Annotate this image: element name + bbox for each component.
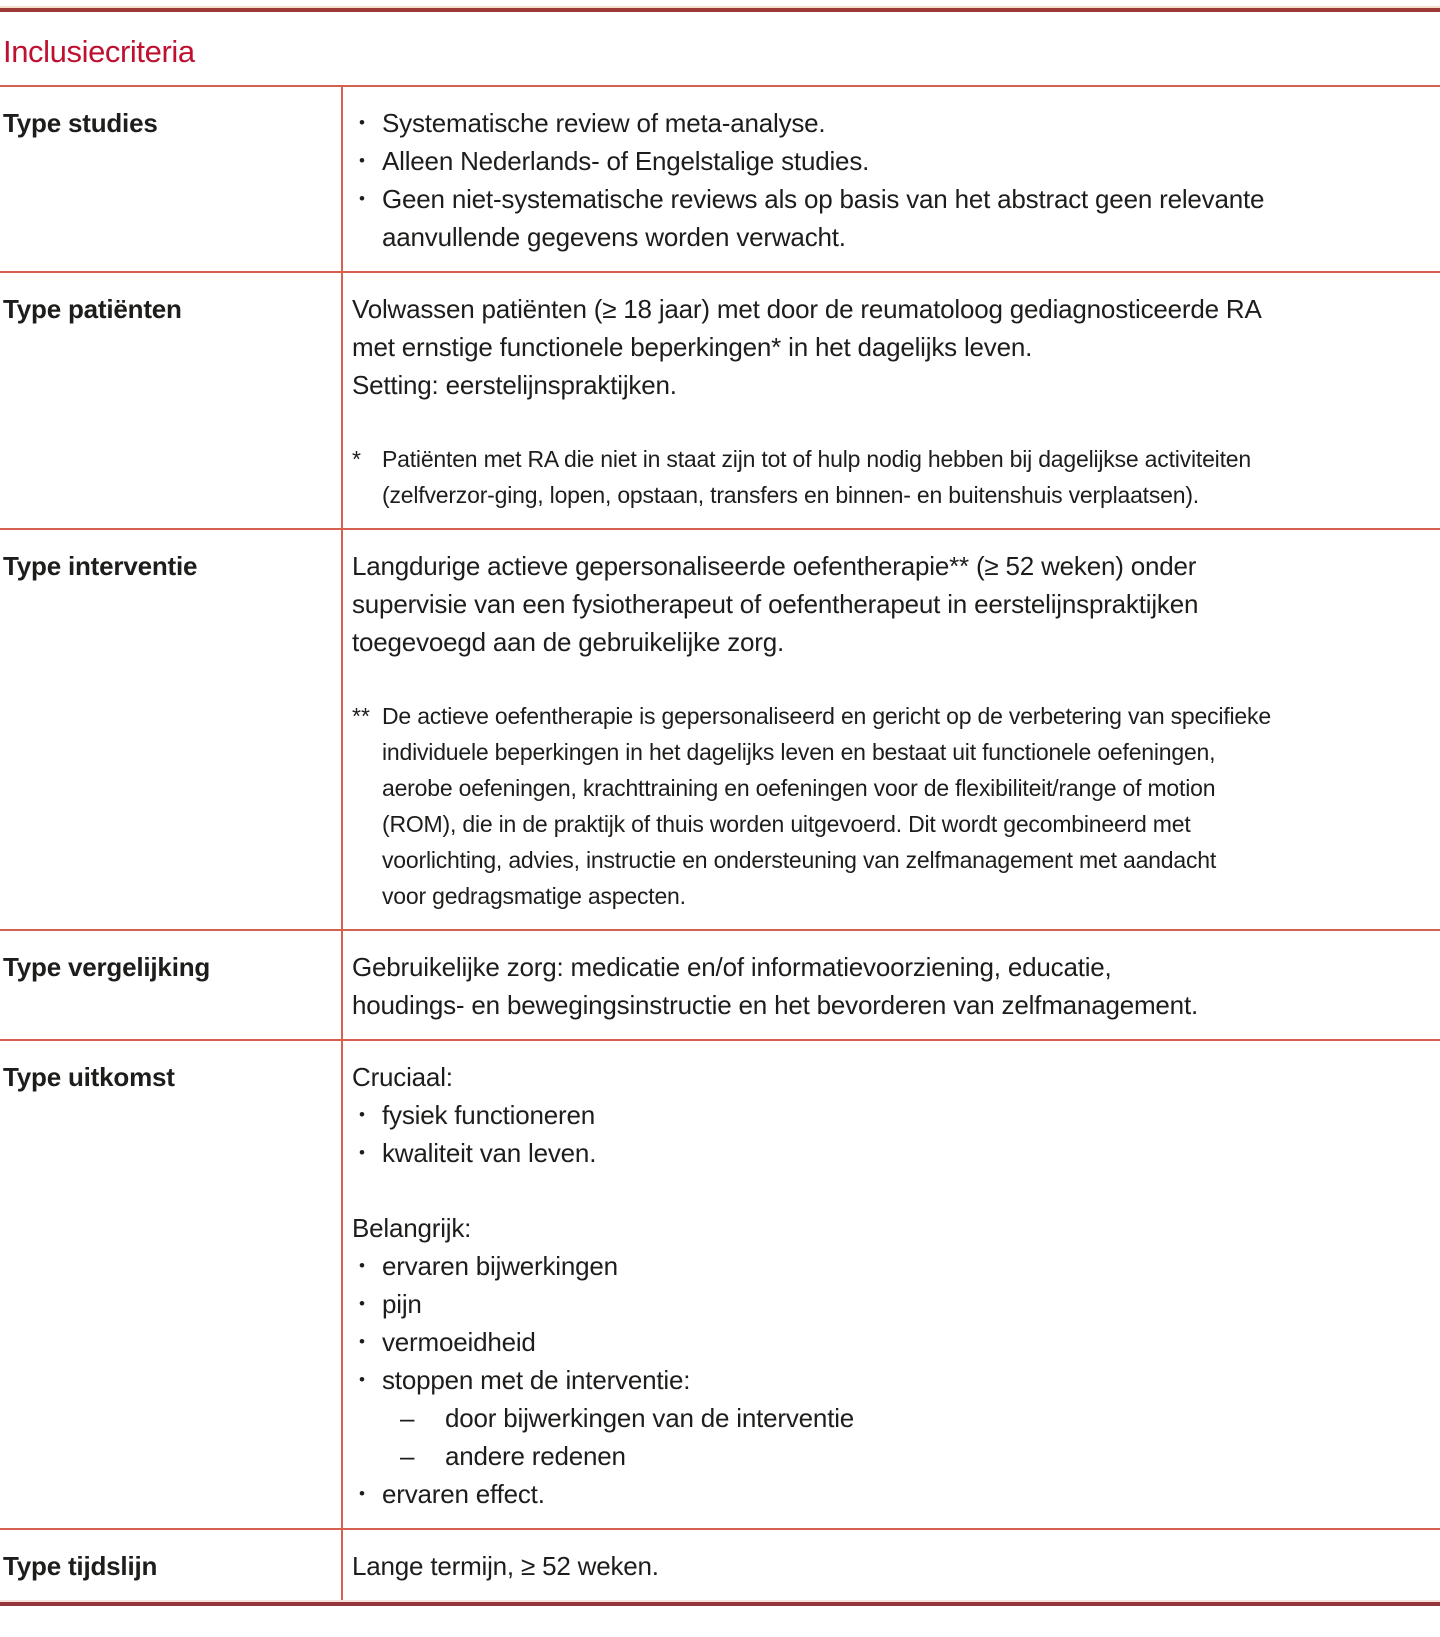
table-row-type-tijdslijn bbox=[0, 1528, 1440, 1600]
row-content bbox=[343, 931, 1440, 1039]
bullet-icon: • bbox=[359, 1256, 365, 1275]
table-row-type-pati-nten bbox=[0, 271, 1440, 528]
text-line: ervaren bijwerkingen bbox=[382, 1251, 618, 1281]
paragraph bbox=[352, 948, 1420, 1024]
text-line: Lange termijn, ≥ 52 weken. bbox=[352, 1551, 659, 1581]
list-item-text bbox=[382, 1134, 1420, 1172]
bullet-icon: • bbox=[359, 1105, 365, 1124]
text-line: (ROM), die in de praktijk of thuis worden uitgevoerd. Dit wordt gecombineerd met bbox=[382, 811, 1191, 837]
bullet-list-item bbox=[352, 1475, 1420, 1513]
text-line: Cruciaal: bbox=[352, 1062, 453, 1092]
list-item-text bbox=[382, 1361, 1420, 1399]
text-line: fysiek functioneren bbox=[382, 1100, 595, 1130]
table-title: Inclusiecriteria bbox=[3, 34, 195, 69]
text-line: Volwassen patiënten (≥ 18 jaar) met door de reumatoloog gediagnosticeerde RA bbox=[352, 294, 1262, 324]
bullet-list-item bbox=[352, 1134, 1420, 1172]
row-label: Type uitkomst bbox=[0, 1041, 343, 1528]
footnote-text bbox=[382, 698, 1420, 914]
bullet-icon: • bbox=[359, 1294, 365, 1313]
footnote-marker: * bbox=[352, 446, 361, 472]
dash-icon: – bbox=[400, 1441, 415, 1471]
paragraph bbox=[352, 1058, 1420, 1096]
text-line: Geen niet-systematische reviews als op basis van het abstract geen relevante bbox=[382, 184, 1265, 214]
footnote bbox=[352, 441, 1420, 513]
text-line: kwaliteit van leven. bbox=[382, 1138, 597, 1168]
text-line: De actieve oefentherapie is gepersonaliseerd en gericht op de verbetering van specifieke bbox=[382, 703, 1271, 729]
text-line: Belangrijk: bbox=[352, 1213, 472, 1243]
list-item-text bbox=[382, 104, 1420, 142]
dash-list-item bbox=[400, 1437, 1420, 1475]
text-line: voorlichting, advies, instructie en ondersteuning van zelfmanagement met aandacht bbox=[382, 847, 1217, 873]
blank-line bbox=[352, 1172, 1420, 1209]
row-label: Type patiënten bbox=[0, 273, 343, 528]
bullet-icon: • bbox=[359, 1332, 365, 1351]
text-line: aanvullende gegevens worden verwacht. bbox=[382, 222, 846, 252]
blank-line bbox=[352, 404, 1420, 441]
table-row-type-vergelijking bbox=[0, 929, 1440, 1039]
list-item-text bbox=[445, 1437, 1420, 1475]
bullet-icon: • bbox=[359, 1484, 365, 1503]
bullet-icon: • bbox=[359, 189, 365, 208]
text-line: pijn bbox=[382, 1289, 422, 1319]
bullet-list-item bbox=[352, 104, 1420, 142]
bullet-list-item bbox=[352, 1361, 1420, 1399]
text-line: (zelfverzor-ging, lopen, opstaan, transfers en binnen- en buitenshuis verplaatsen). bbox=[382, 482, 1199, 508]
text-line: vermoeidheid bbox=[382, 1327, 536, 1357]
list-item-text bbox=[445, 1399, 1420, 1437]
row-content bbox=[343, 1530, 1440, 1600]
bullet-list-item bbox=[352, 180, 1420, 256]
text-line: stoppen met de interventie: bbox=[382, 1365, 691, 1395]
list-item-text bbox=[382, 1285, 1420, 1323]
paragraph bbox=[352, 547, 1420, 661]
bullet-list-item bbox=[352, 1096, 1420, 1134]
row-label: Type vergelijking bbox=[0, 931, 343, 1039]
table-row-type-interventie bbox=[0, 528, 1440, 929]
blank-line bbox=[352, 661, 1420, 698]
text-line: Patiënten met RA die niet in staat zijn tot of hulp nodig hebben bij dagelijkse activiteiten bbox=[382, 446, 1251, 472]
text-line: met ernstige functionele beperkingen* in het dagelijks leven. bbox=[352, 332, 1033, 362]
list-item-text bbox=[382, 1475, 1420, 1513]
inclusion-criteria-page bbox=[0, 6, 1440, 1606]
list-item-text bbox=[382, 142, 1420, 180]
bullet-list-item bbox=[352, 142, 1420, 180]
bottom-rule bbox=[0, 1600, 1440, 1606]
paragraph bbox=[352, 1209, 1420, 1247]
bullet-icon: • bbox=[359, 151, 365, 170]
row-content bbox=[343, 273, 1440, 528]
text-line: voor gedragsmatige aspecten. bbox=[382, 883, 686, 909]
dash-list-item bbox=[400, 1399, 1420, 1437]
criteria-table bbox=[0, 85, 1440, 1600]
list-item-text bbox=[382, 1323, 1420, 1361]
bullet-icon: • bbox=[359, 113, 365, 132]
row-content bbox=[343, 87, 1440, 271]
row-label: Type tijdslijn bbox=[0, 1530, 343, 1600]
text-line: toegevoegd aan de gebruikelijke zorg. bbox=[352, 627, 785, 657]
table-row-type-uitkomst bbox=[0, 1039, 1440, 1528]
paragraph bbox=[352, 290, 1420, 404]
bullet-list-item bbox=[352, 1285, 1420, 1323]
text-line: ervaren effect. bbox=[382, 1479, 545, 1509]
footnote bbox=[352, 698, 1420, 914]
text-line: Setting: eerstelijnspraktijken. bbox=[352, 370, 677, 400]
list-item-text bbox=[382, 1096, 1420, 1134]
bullet-list-item bbox=[352, 1247, 1420, 1285]
row-content bbox=[343, 1041, 1440, 1528]
bullet-list-item bbox=[352, 1323, 1420, 1361]
text-line: Langdurige actieve gepersonaliseerde oefentherapie** (≥ 52 weken) onder bbox=[352, 551, 1197, 581]
text-line: Systematische review of meta-analyse. bbox=[382, 108, 826, 138]
dash-icon: – bbox=[400, 1403, 415, 1433]
text-line: Gebruikelijke zorg: medicatie en/of informatievoorziening, educatie, bbox=[352, 952, 1112, 982]
list-item-text bbox=[382, 1247, 1420, 1285]
bullet-icon: • bbox=[359, 1370, 365, 1389]
text-line: supervisie van een fysiotherapeut of oefentherapeut in eerstelijnspraktijken bbox=[352, 589, 1199, 619]
text-line: door bijwerkingen van de interventie bbox=[445, 1403, 855, 1433]
text-line: houdings- en bewegingsinstructie en het bevorderen van zelfmanagement. bbox=[352, 990, 1198, 1020]
table-row-type-studies bbox=[0, 85, 1440, 271]
bullet-icon: • bbox=[359, 1143, 365, 1162]
row-label: Type studies bbox=[0, 87, 343, 271]
list-item-text bbox=[382, 180, 1420, 256]
text-line: aerobe oefeningen, krachttraining en oefeningen voor de flexibiliteit/range of motion bbox=[382, 775, 1216, 801]
row-content bbox=[343, 530, 1440, 929]
paragraph bbox=[352, 1547, 1420, 1585]
footnote-text bbox=[382, 441, 1420, 513]
footnote-marker: ** bbox=[352, 703, 370, 729]
text-line: Alleen Nederlands- of Engelstalige studies. bbox=[382, 146, 870, 176]
row-label: Type interventie bbox=[0, 530, 343, 929]
text-line: andere redenen bbox=[445, 1441, 626, 1471]
text-line: individuele beperkingen in het dagelijks leven en bestaat uit functionele oefeningen, bbox=[382, 739, 1216, 765]
